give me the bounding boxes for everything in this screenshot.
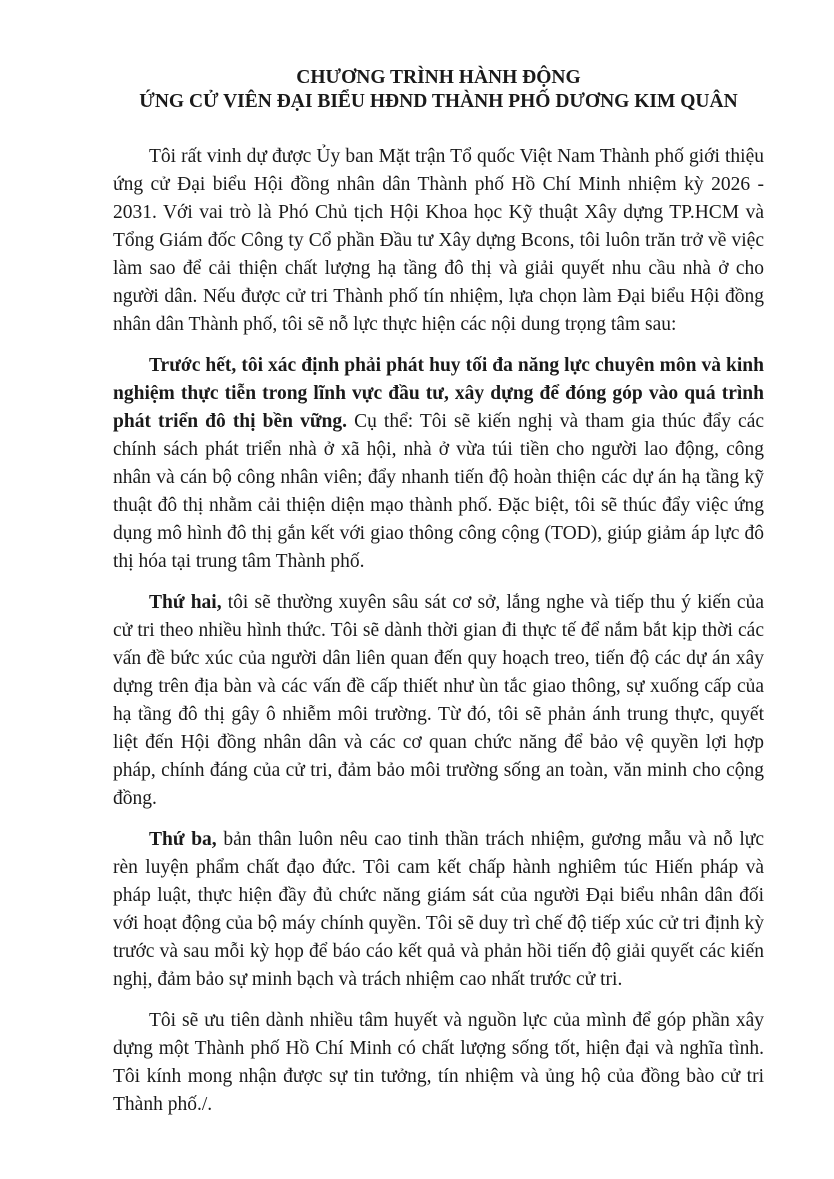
paragraph-second-point-lead: Thứ hai, [149,592,222,613]
paragraph-intro-text: Tôi rất vinh dự được Ủy ban Mặt trận Tổ quốc Việt Nam Thành phố giới thiệu ứng cử Đại biểu Hội đồng nhân dân Thành phố Hồ Chí Minh nhiệm kỳ 2026 - 2031. Với vai trò là Phó Chủ tịch Hội Khoa học Kỹ thuật Xây dựng TP.HCM và Tổng Giám đốc Công ty Cổ phần Đầu tư Xây dựng Bcons, tôi luôn trăn trở về việc làm sao để cải thiện chất lượng hạ tầng đô thị và giải quyết nhu cầu nhà ở cho người dân. Nếu được cử tri Thành phố tín nhiệm, lựa chọn làm Đại biểu Hội đồng nhân dân Thành phố, tôi sẽ nỗ lực thực hiện các nội dung trọng tâm sau: [113,146,764,335]
title-line-1: CHƯƠNG TRÌNH HÀNH ĐỘNG [296,67,581,88]
paragraph-second-point [113,589,764,813]
paragraph-second-point-text: tôi sẽ thường xuyên sâu sát cơ sở, lắng nghe và tiếp thu ý kiến của cử tri theo nhiều hình thức. Tôi sẽ dành thời gian đi thực tế để nắm bắt kịp thời các vấn đề bức xúc của người dân liên quan đến quy hoạch treo, tiến độ các dự án xây dựng trên địa bàn và các vấn đề cấp thiết như ùn tắc giao thông, sự xuống cấp của hạ tầng đô thị gây ô nhiễm môi trường. Từ đó, tôi sẽ phản ánh trung thực, quyết liệt đến Hội đồng nhân dân và các cơ quan chức năng để bảo vệ quyền lợi hợp pháp, chính đáng của cử tri, đảm bảo môi trường sống an toàn, văn minh cho cộng đồng. [113,592,764,809]
paragraph-third-point [113,826,764,994]
paragraph-closing-text: Tôi sẽ ưu tiên dành nhiều tâm huyết và nguồn lực của mình để góp phần xây dựng một Thành phố Hồ Chí Minh có chất lượng sống tốt, hiện đại và nghĩa tình. Tôi kính mong nhận được sự tin tưởng, tín nhiệm và ủng hộ của đồng bào cử tri Thành phố./. [113,1010,764,1115]
paragraph-first-point-text: Cụ thể: Tôi sẽ kiến nghị và tham gia thúc đẩy các chính sách phát triển nhà ở xã hội, nhà ở vừa túi tiền cho người lao động, công nhân và cán bộ công nhân viên; đẩy nhanh tiến độ hoàn thiện các dự án hạ tầng kỹ thuật đô thị nhằm cải thiện diện mạo thành phố. Đặc biệt, tôi sẽ thúc đẩy việc ứng dụng mô hình đô thị gắn kết với giao thông công cộng (TOD), giúp giảm áp lực đô thị hóa tại trung tâm Thành phố. [113,411,765,572]
paragraph-first-point [113,352,764,576]
document-title [113,66,764,114]
paragraph-third-point-text: bản thân luôn nêu cao tinh thần trách nhiệm, gương mẫu và nỗ lực rèn luyện phẩm chất đạo đức. Tôi cam kết chấp hành nghiêm túc Hiến pháp và pháp luật, thực hiện đầy đủ chức năng giám sát của người Đại biểu nhân dân đối với hoạt động của bộ máy chính quyền. Tôi sẽ duy trì chế độ tiếp xúc cử tri định kỳ trước và sau mỗi kỳ họp để báo cáo kết quả và phản hồi tiến độ giải quyết các kiến nghị, đảm bảo sự minh bạch và trách nhiệm cao nhất trước cử tri. [113,829,764,990]
title-line-2: ỨNG CỬ VIÊN ĐẠI BIỂU HĐND THÀNH PHỐ DƯƠNG KIM QUÂN [139,91,738,112]
paragraph-intro [113,143,764,339]
paragraph-closing [113,1007,764,1119]
paragraph-third-point-lead: Thứ ba, [149,829,217,850]
paragraph-first-point-lead: Trước hết, tôi xác định phải phát huy tối đa năng lực chuyên môn và kinh nghiệm thực tiễn trong lĩnh vực đầu tư, xây dựng để đóng góp vào quá trình phát triển đô thị bền vững. [113,355,764,432]
